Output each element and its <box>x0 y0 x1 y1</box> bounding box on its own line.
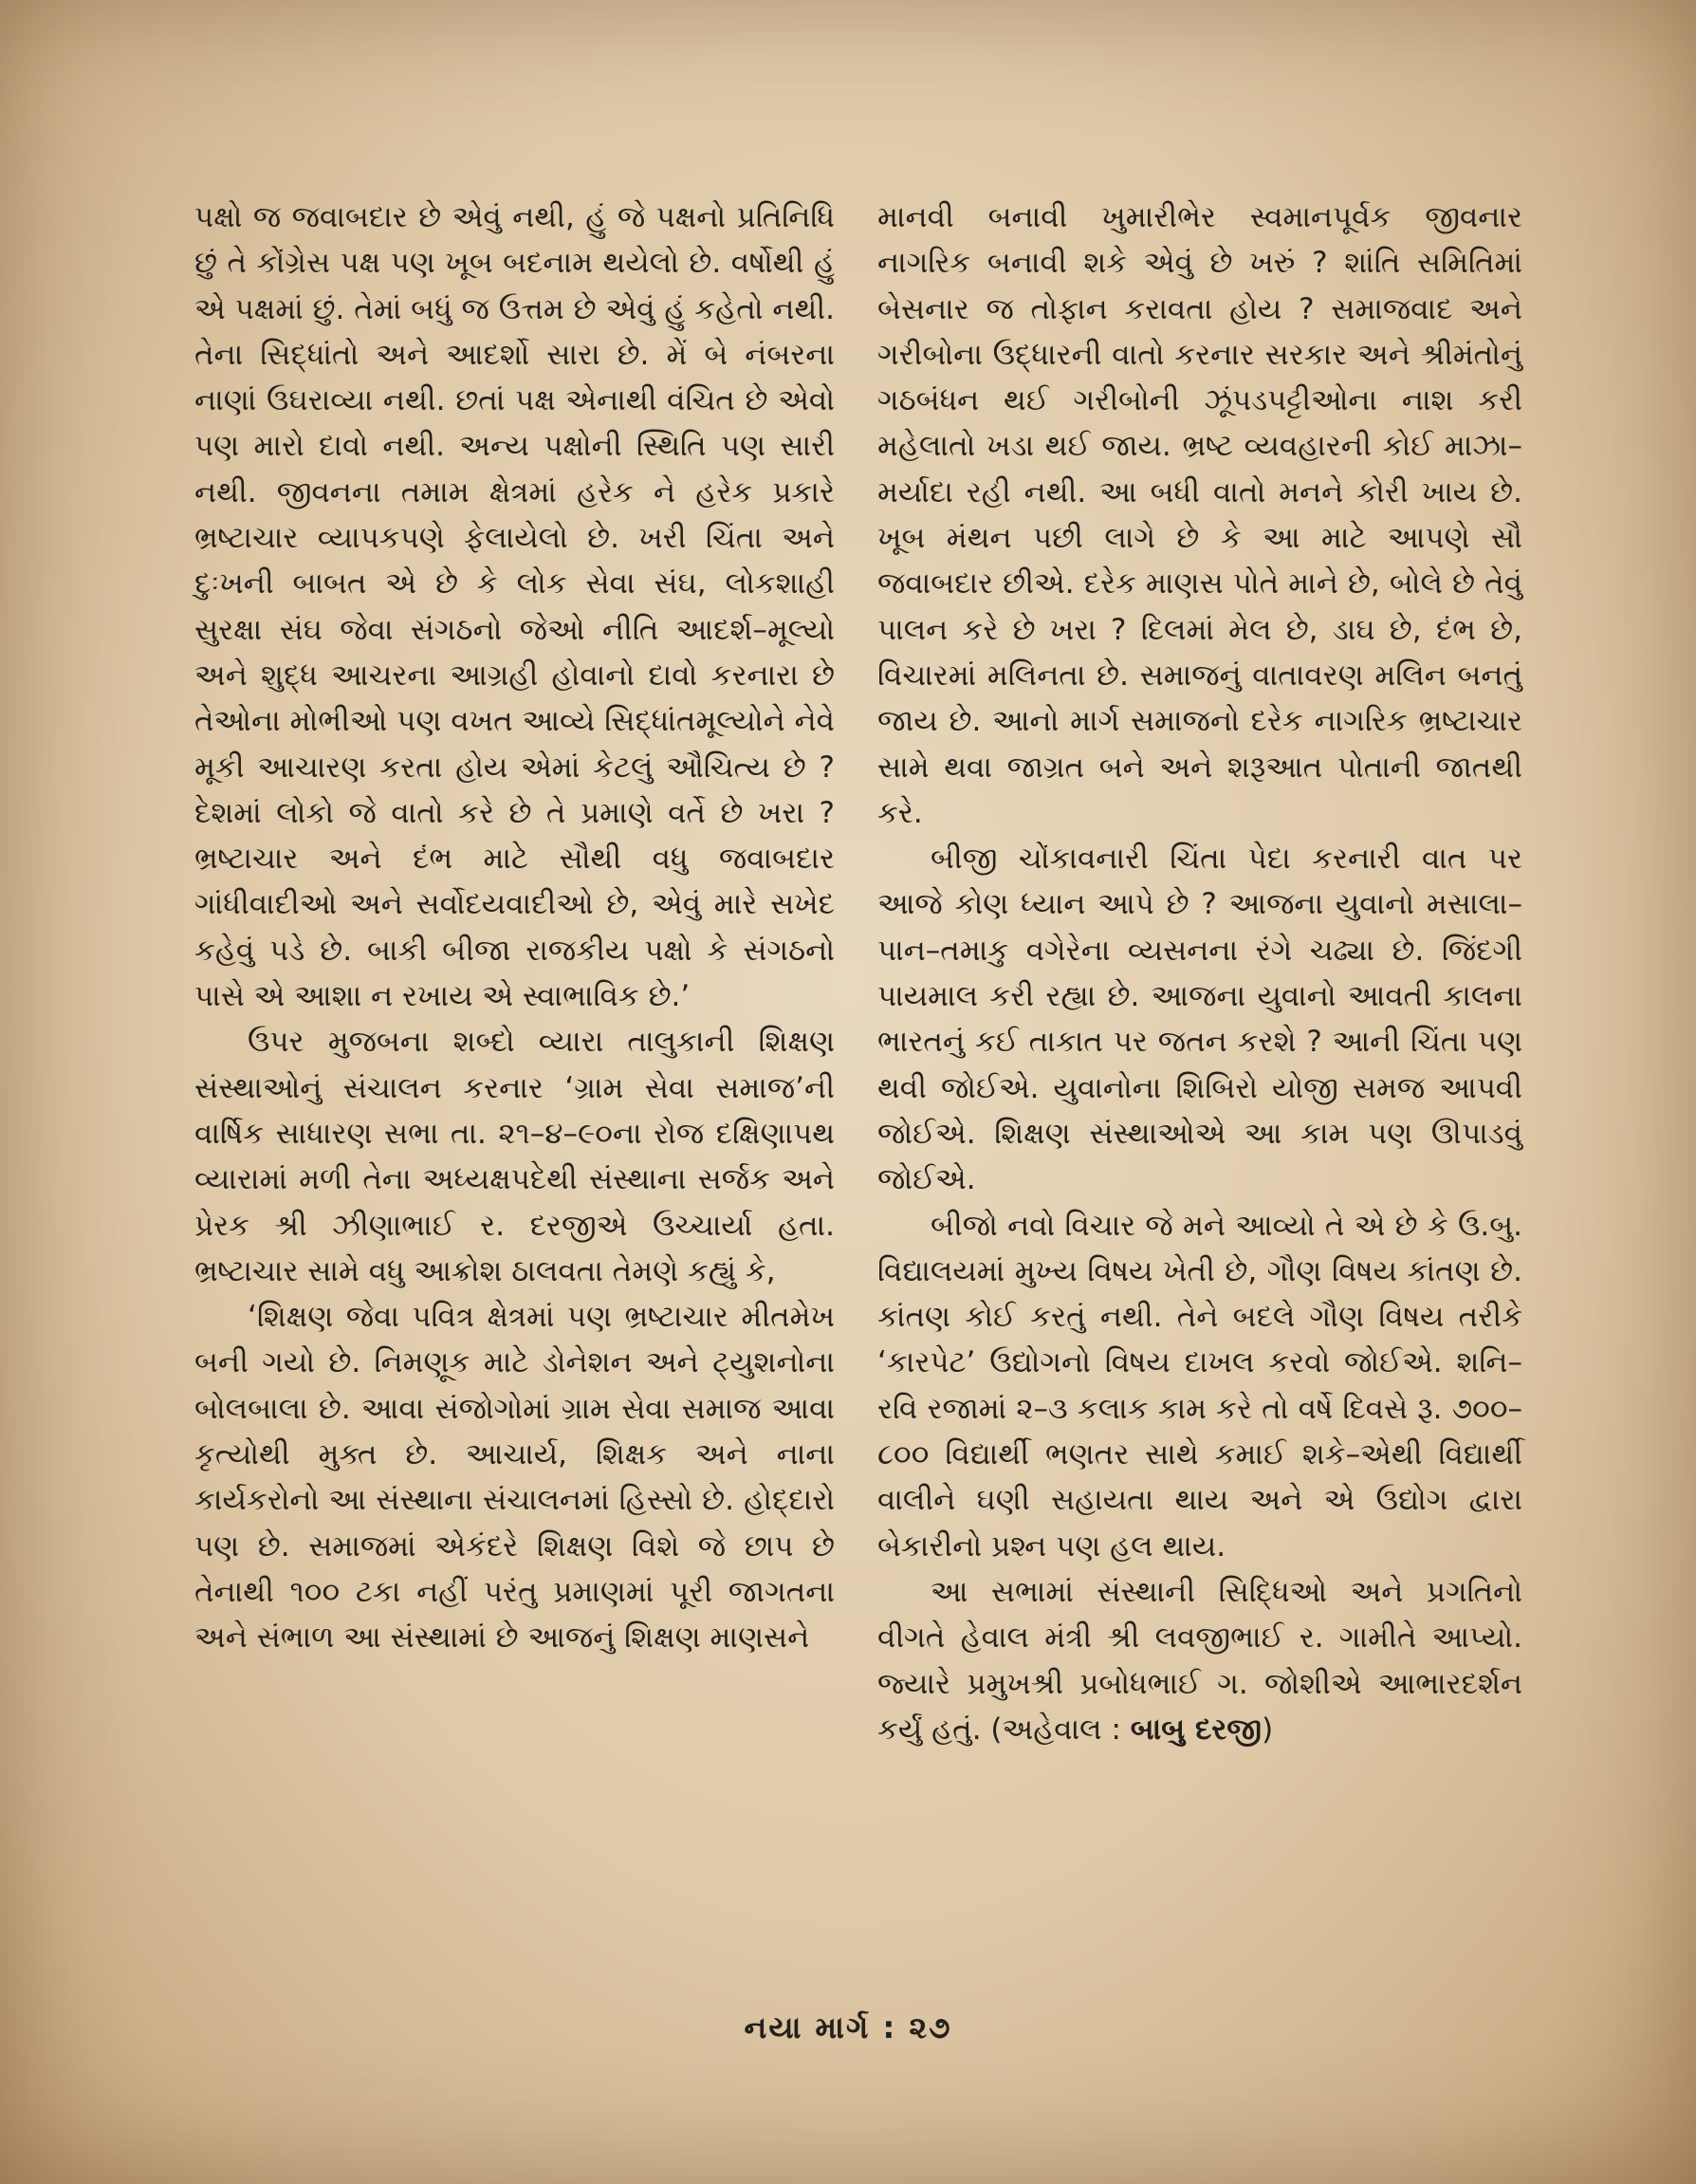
paragraph: બીજો નવો વિચાર જે મને આવ્યો તે એ છે કે ઉ.બુ. વિદ્યાલયમાં મુખ્ય વિષય ખેતી છે, ગૌણ વિષય કાંતણ છે. કાંતણ કોઈ કરતું નથી. તેને બદલે ગૌણ વિષય તરીકે ‘કારપેટ’ ઉદ્યોગનો વિષય દાખલ કરવો જોઈએ. શનિ–રવિ રજામાં ૨–૩ કલાક કામ કરે તો વર્ષે દિવસે રૂ. ૭૦૦–૮૦૦ વિદ્યાર્થી ભણતર સાથે કમાઈ શકે–એથી વિદ્યાર્થી વાલીને ઘણી સહાયતા થાય અને એ ઉદ્યોગ દ્વારા બેકારીનો પ્રશ્ન પણ હલ થાય. <box>877 1208 1522 1564</box>
paragraph: બીજી ચોંકાવનારી ચિંતા પેદા કરનારી વાત પર આજે કોણ ધ્યાન આપે છે ? આજના યુવાનો મસાલા–પાન–તમાકુ વગેરેના વ્યસનના રંગે ચઢ્યા છે. જિંદગી પાયમાલ કરી રહ્યા છે. આજના યુવાનો આવતી કાલના ભારતનું કઈ તાકાત પર જતન કરશે ? આની ચિંતા પણ થવી જોઈએ. યુવાનોના શિબિરો યોજી સમજ આપવી જોઈએ. શિક્ષણ સંસ્થાઓએ આ કામ પણ ઊપાડવું જોઈએ. <box>877 842 1522 1197</box>
paragraph: ઉપર મુજબના શબ્દો વ્યારા તાલુકાની શિક્ષણ સંસ્થાઓનું સંચાલન કરનાર ‘ગ્રામ સેવા સમાજ’ની વાર્ષિક સાધારણ સભા તા. ૨૧–૪–૯૦ના રોજ દક્ષિણાપથ વ્યારામાં મળી તેના અધ્યક્ષપદેથી સંસ્થાના સર્જક અને પ્રેરક શ્રી ઝીણાભાઈ ર. દરજીએ ઉચ્ચાર્યા હતા. ભ્રષ્ટાચાર સામે વધુ આક્રોશ ઠાલવતા તેમણે કહ્યું કે, <box>194 1025 835 1288</box>
paragraph: માનવી બનાવી ખુમારીભેર સ્વમાનપૂર્વક જીવનાર નાગરિક બનાવી શકે એવું છે ખરું ? શાંતિ સમિતિમાં બેસનાર જ તોફાન કરાવતા હોય ? સમાજવાદ અને ગરીબોના ઉદ્ધારની વાતો કરનાર સરકાર અને શ્રીમંતોનું ગઠબંધન થઈ ગરીબોની ઝૂંપડપટ્ટીઓના નાશ કરી મહેલાતો ખડા થઈ જાય. ભ્રષ્ટ વ્યવહારની કોઈ માઝા–મર્યાદા રહી નથી. આ બધી વાતો મનને કોરી ખાય છે. ખૂબ મંથન પછી લાગે છે કે આ માટે આપણે સૌ જવાબદાર છીએ. દરેક માણસ પોતે માને છે, બોલે છે તેવું પાલન કરે છે ખરા ? દિલમાં મેલ છે, ડાઘ છે, દંભ છે, વિચારમાં મલિનતા છે. સમાજનું વાતાવરણ મલિન બનતું જાય છે. આનો માર્ગ સમાજનો દરેક નાગરિક ભ્રષ્ટાચાર સામે થવા જાગ્રત બને અને શરૂઆત પોતાની જાતથી કરે. <box>877 200 1522 830</box>
page-footer: નયા માર્ગ : ૨૭ <box>744 2009 952 2045</box>
right-column <box>877 194 1522 1752</box>
left-column <box>194 194 835 1661</box>
closing-text: આ સભામાં સંસ્થાની સિદ્ધિઓ અને પ્રગતિનો વીગતે હેવાલ મંત્રી શ્રી લવજીભાઈ ર. ગામીતે આપ્યો. જ્યારે પ્રમુખશ્રી પ્રબોધભાઈ ગ. જોશીએ આભારદર્શન કર્યું હતું. (અહેવાલ : <box>877 1574 1522 1747</box>
closing-paren: ) <box>1262 1712 1274 1747</box>
paragraph: પક્ષો જ જવાબદાર છે એવું નથી, હું જે પક્ષનો પ્રતિનિધિ છું તે કોંગ્રેસ પક્ષ પણ ખૂબ બદનામ થયેલો છે. વર્ષોથી હું એ પક્ષમાં છું. તેમાં બધું જ ઉત્તમ છે એવું હું કહેતો નથી. તેના સિદ્ધાંતો અને આદર્શો સારા છે. મેં બે નંબરના નાણાં ઉઘરાવ્યા નથી. છતાં પક્ષ એનાથી વંચિત છે એવો પણ મારો દાવો નથી. અન્ય પક્ષોની સ્થિતિ પણ સારી નથી. જીવનના તમામ ક્ષેત્રમાં હરેક ને હરેક પ્રકારે ભ્રષ્ટાચાર વ્યાપકપણે ફેલાયેલો છે. ખરી ચિંતા અને દુઃખની બાબત એ છે કે લોક સેવા સંઘ, લોકશાહી સુરક્ષા સંઘ જેવા સંગઠનો જેઓ નીતિ આદર્શ–મૂલ્યો અને શુદ્ધ આચરના આગ્રહી હોવાનો દાવો કરનારા છે તેઓના મોભીઓ પણ વખત આવ્યે સિદ્ધાંતમૂલ્યોને નેવે મૂકી આચારણ કરતા હોય એમાં કેટલું ઔચિત્ય છે ? દેશમાં લોકો જે વાતો કરે છે તે પ્રમાણે વર્તે છે ખરા ? ભ્રષ્ટાચાર અને દંભ માટે સૌથી વધુ જવાબદાર ગાંધીવાદીઓ અને સર્વોદયવાદીઓ છે, એવું મારે સખેદ કહેવું પડે છે. બાકી બીજા રાજકીય પક્ષો કે સંગઠનો પાસે એ આશા ન રખાય એ સ્વાભાવિક છે.’ <box>194 200 835 1014</box>
paragraph: ‘શિક્ષણ જેવા પવિત્ર ક્ષેત્રમાં પણ ભ્રષ્ટાચાર મીતમેખ બની ગયો છે. નિમણૂક માટે ડોનેશન અને ટ્યુશનોના બોલબાલા છે. આવા સંજોગોમાં ગ્રામ સેવા સમાજ આવા કૃત્યોથી મુક્ત છે. આચાર્ય, શિક્ષક અને નાના કાર્યકરોનો આ સંસ્થાના સંચાલનમાં હિસ્સો છે. હોદ્દારો પણ છે. સમાજમાં એકંદરે શિક્ષણ વિશે જે છાપ છે તેનાથી ૧૦૦ ટકા નહીં પરંતુ પ્રમાણમાં પૂરી જાગતના અને સંભાળ આ સંસ્થામાં છે આજનું શિક્ષણ માણસને <box>194 1300 835 1656</box>
closing-paragraph <box>877 1569 1522 1752</box>
report-author: બાબુ દરજી <box>1130 1712 1263 1747</box>
